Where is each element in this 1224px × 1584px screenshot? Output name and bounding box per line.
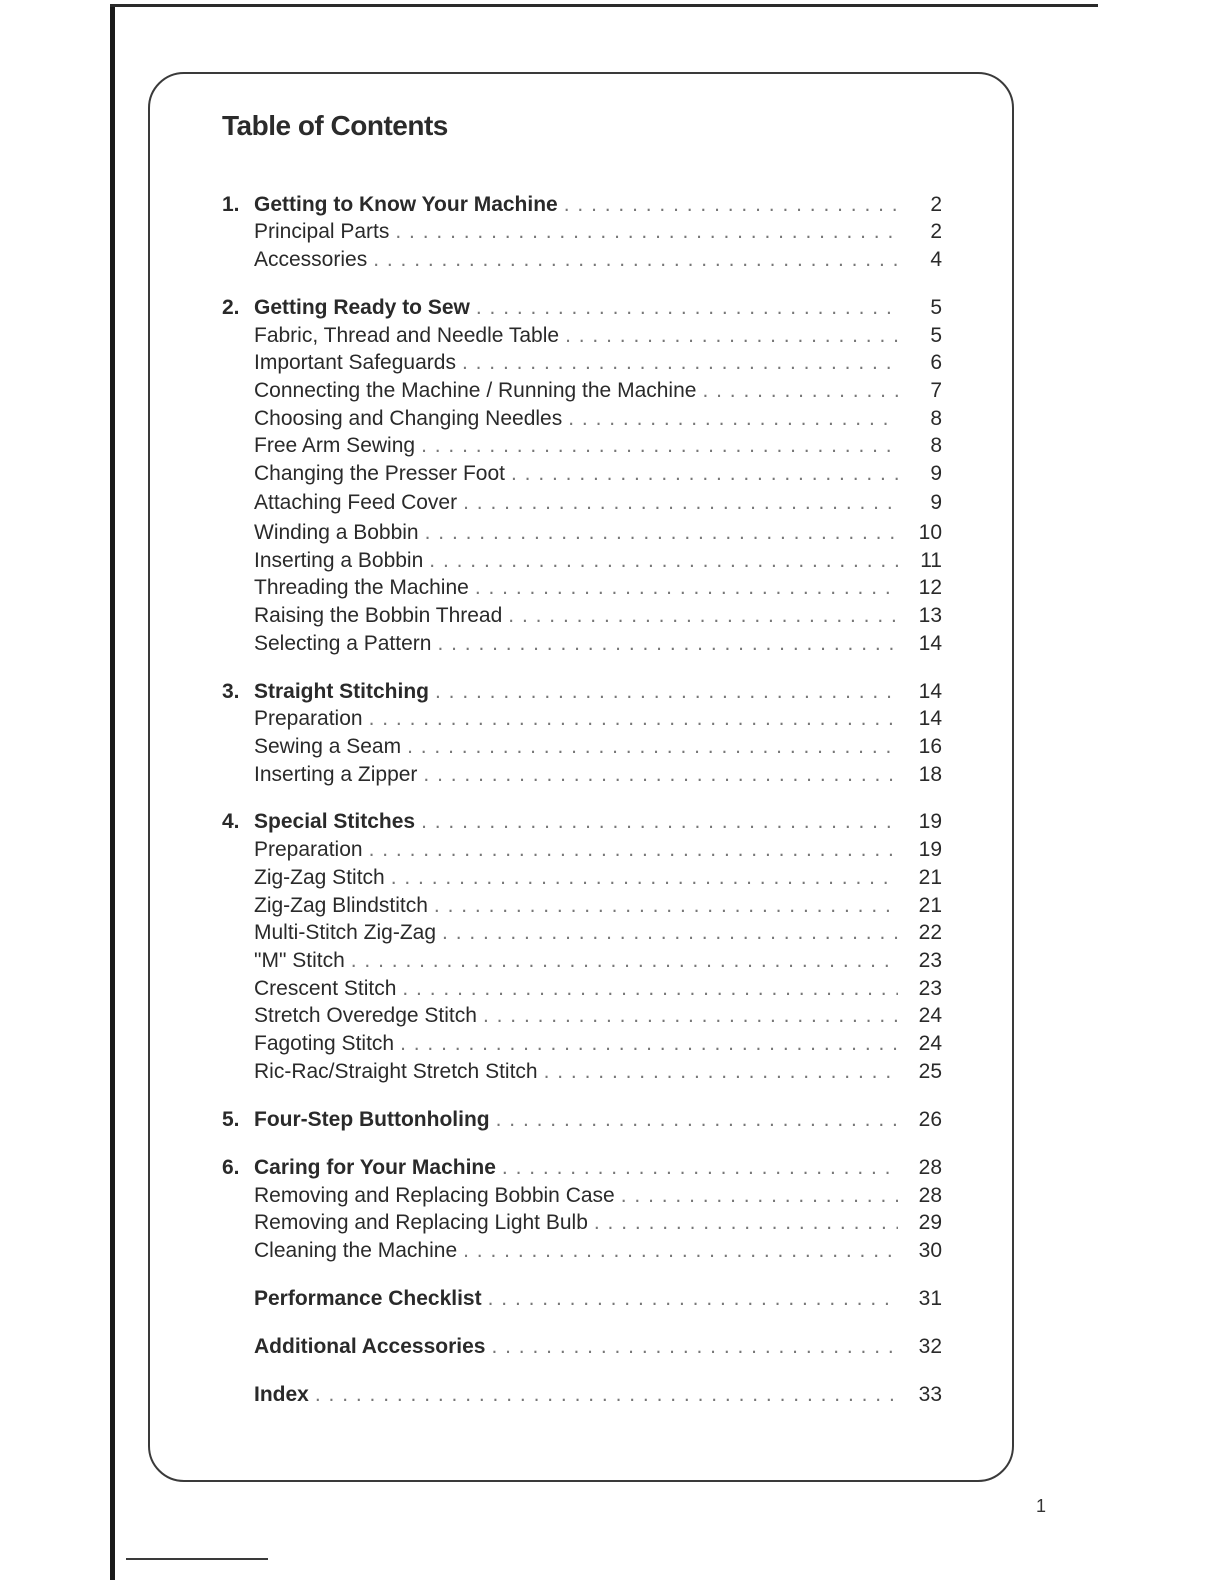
toc-page-number: 14 bbox=[918, 707, 942, 730]
page-number: 1 bbox=[1036, 1496, 1047, 1516]
toc-entry-row bbox=[222, 734, 942, 760]
toc-entry-row bbox=[222, 837, 942, 863]
toc-entry-label: Getting Ready to Sew bbox=[254, 296, 470, 319]
toc-entry-label: Connecting the Machine / Running the Machine bbox=[254, 379, 697, 402]
toc-page-number: 29 bbox=[918, 1211, 942, 1234]
toc-chapter-number: 1. bbox=[222, 193, 240, 216]
toc-entry-label: Removing and Replacing Bobbin Case bbox=[254, 1184, 615, 1207]
toc-page-number: 10 bbox=[918, 521, 942, 544]
toc-page-number: 21 bbox=[918, 866, 942, 889]
toc-entry-row bbox=[222, 219, 942, 245]
toc-page-number: 33 bbox=[918, 1383, 942, 1406]
toc-page-number: 6 bbox=[930, 351, 942, 374]
toc-entry-row bbox=[222, 762, 942, 788]
toc-entry-label: Fabric, Thread and Needle Table bbox=[254, 324, 560, 347]
toc-page-number: 14 bbox=[918, 632, 942, 655]
toc-entry-label: Zig-Zag Stitch bbox=[254, 866, 385, 889]
toc-entry-label: Stretch Overedge Stitch bbox=[254, 1004, 477, 1027]
toc-entry-label: Raising the Bobbin Thread bbox=[254, 604, 503, 627]
dot-leader bbox=[423, 762, 898, 788]
toc-page-number: 5 bbox=[930, 296, 942, 319]
dot-leader bbox=[488, 1286, 898, 1312]
toc-entry-label: Crescent Stitch bbox=[254, 977, 397, 1000]
toc-entry-row bbox=[222, 350, 942, 376]
toc-entry-row bbox=[222, 247, 942, 273]
toc-entry-label: Inserting a Zipper bbox=[254, 763, 418, 786]
toc-chapter-number: 2. bbox=[222, 296, 240, 319]
toc-page-number: 2 bbox=[930, 220, 942, 243]
toc-entry-label: Ric-Rac/Straight Stretch Stitch bbox=[254, 1060, 538, 1083]
dot-leader bbox=[437, 631, 898, 657]
dot-leader bbox=[351, 948, 898, 974]
dot-leader bbox=[502, 1155, 898, 1181]
toc-entry-row bbox=[222, 1003, 942, 1029]
toc-entry-row bbox=[222, 948, 942, 974]
toc-entry-label: Index bbox=[254, 1383, 309, 1406]
toc-chapter-row bbox=[222, 679, 942, 705]
toc-entry-row bbox=[222, 920, 942, 946]
toc-entry-label: Principal Parts bbox=[254, 220, 390, 243]
toc-entry-label: Attaching Feed Cover bbox=[254, 491, 458, 514]
toc-entry-label: Removing and Replacing Light Bulb bbox=[254, 1211, 588, 1234]
toc-entry-row bbox=[222, 865, 942, 891]
dot-leader bbox=[425, 520, 898, 546]
dot-leader bbox=[373, 247, 898, 273]
dot-leader bbox=[568, 406, 898, 432]
toc-entry-row bbox=[222, 976, 942, 1002]
dot-leader bbox=[564, 192, 898, 218]
toc-page-number: 21 bbox=[918, 894, 942, 917]
toc-entry-label: Sewing a Seam bbox=[254, 735, 402, 758]
dot-leader bbox=[496, 1107, 898, 1133]
toc-entry-label: Selecting a Pattern bbox=[254, 632, 432, 655]
toc-page-number: 4 bbox=[930, 248, 942, 271]
toc-entry-row bbox=[222, 631, 942, 657]
toc-entry-row bbox=[222, 490, 942, 516]
toc-entry-row bbox=[222, 548, 942, 574]
dot-leader bbox=[508, 603, 898, 629]
toc-page-number: 18 bbox=[918, 763, 942, 786]
toc-entry-label: Free Arm Sewing bbox=[254, 434, 416, 457]
toc-page-number: 8 bbox=[930, 434, 942, 457]
toc-entry-label: Changing the Presser Foot bbox=[254, 462, 505, 485]
dot-leader bbox=[476, 295, 898, 321]
dot-leader bbox=[462, 350, 898, 376]
dot-leader bbox=[402, 976, 898, 1002]
dot-leader bbox=[483, 1003, 898, 1029]
toc-entry-row bbox=[222, 433, 942, 459]
toc-page-number: 12 bbox=[918, 576, 942, 599]
toc-entry-row bbox=[222, 603, 942, 629]
toc-page-number: 25 bbox=[918, 1060, 942, 1083]
toc-entry-row bbox=[222, 893, 942, 919]
dot-leader bbox=[544, 1059, 898, 1085]
toc-chapter-row bbox=[222, 192, 942, 218]
toc-entry-label: Choosing and Changing Needles bbox=[254, 407, 563, 430]
toc-entry-row bbox=[222, 378, 942, 404]
toc-page-number: 13 bbox=[918, 604, 942, 627]
toc-entry-label: "M" Stitch bbox=[254, 949, 345, 972]
dot-leader bbox=[442, 920, 898, 946]
toc-entry-row bbox=[222, 575, 942, 601]
dot-leader bbox=[395, 219, 898, 245]
toc-entry-label: Special Stitches bbox=[254, 810, 416, 833]
dot-leader bbox=[369, 706, 898, 732]
dot-leader bbox=[491, 1334, 898, 1360]
dot-leader bbox=[565, 323, 898, 349]
toc-entry-label: Four-Step Buttonholing bbox=[254, 1108, 490, 1131]
dot-leader bbox=[421, 433, 898, 459]
toc-chapter-row bbox=[222, 809, 942, 835]
toc-page-number: 14 bbox=[918, 680, 942, 703]
dot-leader bbox=[400, 1031, 898, 1057]
toc-entry-label: Accessories bbox=[254, 248, 368, 271]
toc-page-number: 7 bbox=[930, 379, 942, 402]
dot-leader bbox=[391, 865, 898, 891]
toc-entry-row bbox=[222, 1238, 942, 1264]
toc-entry-label: Straight Stitching bbox=[254, 680, 429, 703]
toc-page-number: 11 bbox=[920, 549, 942, 572]
toc-entry-row bbox=[222, 1286, 942, 1312]
toc-entry-label: Zig-Zag Blindstitch bbox=[254, 894, 428, 917]
toc-page-number: 16 bbox=[918, 735, 942, 758]
page-title: Table of Contents bbox=[222, 110, 448, 141]
toc-entry-row bbox=[222, 706, 942, 732]
dot-leader bbox=[434, 893, 898, 919]
toc-page-number: 24 bbox=[918, 1004, 942, 1027]
toc-entry-label: Additional Accessories bbox=[254, 1335, 486, 1358]
toc-page-number: 22 bbox=[918, 921, 942, 944]
dot-leader bbox=[475, 575, 898, 601]
toc-page-number: 30 bbox=[918, 1239, 942, 1262]
toc-page-number: 19 bbox=[918, 838, 942, 861]
toc-entry-label: Cleaning the Machine bbox=[254, 1239, 458, 1262]
toc-page-number: 5 bbox=[930, 324, 942, 347]
dot-leader bbox=[435, 679, 898, 705]
dot-leader bbox=[463, 1238, 898, 1264]
toc-page-number: 19 bbox=[918, 810, 942, 833]
toc-entry-row bbox=[222, 1210, 942, 1236]
toc-page-number: 31 bbox=[918, 1287, 942, 1310]
toc-entry-label: Getting to Know Your Machine bbox=[254, 193, 558, 216]
toc-chapter-number: 3. bbox=[222, 680, 240, 703]
dot-leader bbox=[421, 809, 898, 835]
toc-page-number: 23 bbox=[918, 949, 942, 972]
toc-entry-row bbox=[222, 1382, 942, 1408]
dot-leader bbox=[621, 1183, 898, 1209]
dot-leader bbox=[594, 1210, 898, 1236]
toc-page-number: 28 bbox=[918, 1184, 942, 1207]
toc-entry-row bbox=[222, 520, 942, 546]
toc-page-number: 8 bbox=[930, 407, 942, 430]
toc-page-number: 9 bbox=[930, 491, 942, 514]
dot-leader bbox=[511, 461, 898, 487]
toc-entry-row bbox=[222, 1334, 942, 1360]
dot-leader bbox=[369, 837, 898, 863]
toc-page-number: 26 bbox=[918, 1108, 942, 1131]
toc-page-number: 24 bbox=[918, 1032, 942, 1055]
toc-page-number: 23 bbox=[918, 977, 942, 1000]
dot-leader bbox=[315, 1382, 898, 1408]
toc-chapter-row bbox=[222, 295, 942, 321]
toc-chapter-row bbox=[222, 1107, 942, 1133]
toc-entry-label: Performance Checklist bbox=[254, 1287, 482, 1310]
dot-leader bbox=[407, 734, 898, 760]
toc-page-number: 2 bbox=[930, 193, 942, 216]
toc-entry-label: Inserting a Bobbin bbox=[254, 549, 424, 572]
toc-chapter-number: 5. bbox=[222, 1108, 240, 1131]
toc-chapter-number: 6. bbox=[222, 1156, 240, 1179]
toc-entry-row bbox=[222, 1059, 942, 1085]
toc-entry-label: Winding a Bobbin bbox=[254, 521, 419, 544]
toc-entry-label: Fagoting Stitch bbox=[254, 1032, 395, 1055]
toc-entry-label: Multi-Stitch Zig-Zag bbox=[254, 921, 437, 944]
dot-leader bbox=[702, 378, 898, 404]
toc-entry-label: Important Safeguards bbox=[254, 351, 456, 374]
toc-page-number: 32 bbox=[918, 1335, 942, 1358]
toc-entry-row bbox=[222, 461, 942, 487]
toc-entry-label: Preparation bbox=[254, 838, 363, 861]
toc-page-number: 28 bbox=[918, 1156, 942, 1179]
toc-entry-row bbox=[222, 1031, 942, 1057]
toc-entry-label: Caring for Your Machine bbox=[254, 1156, 496, 1179]
toc-page-number: 9 bbox=[930, 462, 942, 485]
toc-entry-label: Threading the Machine bbox=[254, 576, 469, 599]
toc-entry-label: Preparation bbox=[254, 707, 363, 730]
toc-entry-row bbox=[222, 1183, 942, 1209]
toc-chapter-number: 4. bbox=[222, 810, 240, 833]
toc-entry-row bbox=[222, 406, 942, 432]
toc-entry-row bbox=[222, 323, 942, 349]
toc-chapter-row bbox=[222, 1155, 942, 1181]
dot-leader bbox=[463, 490, 898, 516]
dot-leader bbox=[429, 548, 898, 574]
